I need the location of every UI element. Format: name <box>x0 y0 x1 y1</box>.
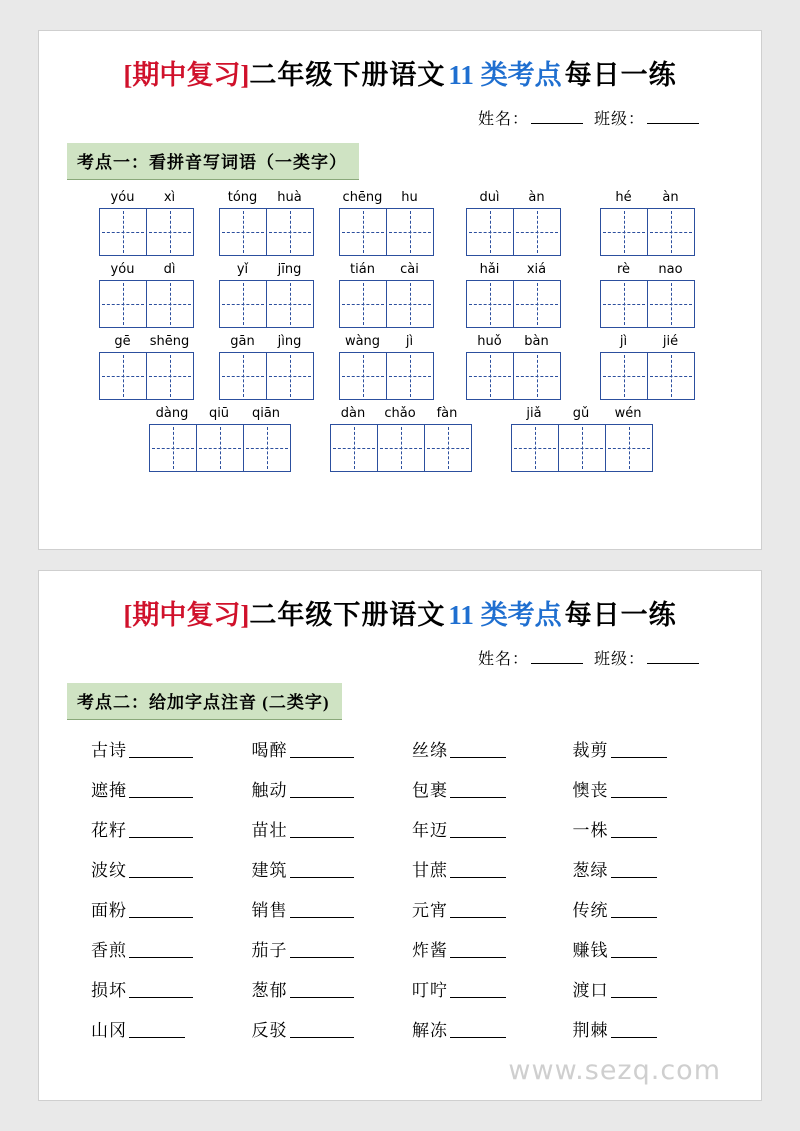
pinyin-row <box>69 334 731 400</box>
word-text: 懊丧 <box>572 781 609 800</box>
pinyin-labels <box>219 262 313 277</box>
answer-blank[interactable] <box>290 742 354 758</box>
word-text: 葱绿 <box>572 861 609 880</box>
class-label: 班级： <box>593 651 645 668</box>
section-heading-1: 考点一：看拼音写词语（一类字） <box>67 143 359 180</box>
section-heading-2: 考点二：给加字点注音 (二类字) <box>67 683 342 720</box>
page-title <box>39 571 761 632</box>
tianzige-boxes <box>149 424 290 472</box>
pinyin-labels <box>99 190 193 205</box>
tianzige-cell[interactable] <box>339 280 387 328</box>
word-item <box>412 816 567 841</box>
pinyin-syllable: àn <box>662 190 679 205</box>
answer-blank[interactable] <box>129 862 193 878</box>
pinyin-labels <box>466 262 560 277</box>
answer-blank[interactable] <box>290 782 354 798</box>
pinyin-labels <box>466 334 560 349</box>
tianzige-cell[interactable] <box>600 280 648 328</box>
pinyin-syllable: jì <box>405 334 414 349</box>
tianzige-cell[interactable] <box>386 280 434 328</box>
pinyin-labels <box>99 262 193 277</box>
title-part2: 每日一练 <box>564 600 677 630</box>
answer-blank[interactable] <box>450 942 506 958</box>
tianzige-boxes <box>219 208 313 256</box>
pinyin-syllable: xì <box>163 190 176 205</box>
class-blank[interactable] <box>647 649 699 664</box>
pinyin-labels <box>466 190 560 205</box>
word-text: 解冻 <box>412 1021 448 1040</box>
tianzige-boxes <box>466 280 560 328</box>
answer-blank[interactable] <box>450 862 506 878</box>
pinyin-group <box>330 406 471 472</box>
word-item <box>573 1016 728 1041</box>
word-item <box>252 776 407 801</box>
pinyin-labels <box>149 406 290 421</box>
pinyin-syllable: gē <box>114 334 131 349</box>
answer-blank[interactable] <box>129 982 193 998</box>
tianzige-cell[interactable] <box>339 352 387 400</box>
tianzige-boxes <box>330 424 471 472</box>
pinyin-syllable: qiū <box>208 406 230 421</box>
answer-blank[interactable] <box>611 1022 657 1038</box>
pinyin-syllable: dì <box>163 262 176 277</box>
tianzige-cell[interactable] <box>266 352 314 400</box>
name-blank[interactable] <box>531 649 583 664</box>
word-annotation-grid <box>39 736 761 1041</box>
pinyin-syllable: tóng <box>227 190 258 205</box>
title-part2: 每日一练 <box>564 60 677 90</box>
word-item <box>252 856 407 881</box>
title-part1: 二年级下册语文 <box>249 600 446 630</box>
pinyin-syllable: nao <box>658 262 683 277</box>
pinyin-syllable: jīng <box>277 262 302 277</box>
tianzige-cell[interactable] <box>513 352 561 400</box>
pinyin-row <box>69 190 731 256</box>
tianzige-cell[interactable] <box>146 208 194 256</box>
pinyin-group <box>219 190 313 256</box>
pinyin-group <box>466 334 560 400</box>
answer-blank[interactable] <box>290 822 354 838</box>
word-item <box>412 736 567 761</box>
word-text: 渡口 <box>572 981 609 1000</box>
pinyin-syllable: jìng <box>277 334 302 349</box>
pinyin-syllable: qiān <box>251 406 281 421</box>
word-text: 传统 <box>572 901 609 920</box>
word-item <box>91 936 246 961</box>
word-text: 香煎 <box>91 941 127 960</box>
word-item <box>252 1016 407 1041</box>
pinyin-syllable: jì <box>619 334 628 349</box>
pinyin-row <box>69 262 731 328</box>
word-text: 包裹 <box>412 781 448 800</box>
answer-blank[interactable] <box>611 902 657 918</box>
tianzige-boxes <box>99 208 193 256</box>
tianzige-boxes <box>339 208 433 256</box>
pinyin-group <box>219 334 313 400</box>
class-label: 班级： <box>593 111 645 128</box>
answer-blank[interactable] <box>129 942 193 958</box>
word-text: 丝绦 <box>412 741 448 760</box>
tianzige-boxes <box>466 208 560 256</box>
answer-blank[interactable] <box>129 742 193 758</box>
answer-blank[interactable] <box>129 902 193 918</box>
pinyin-group <box>339 190 433 256</box>
pinyin-group <box>511 406 652 472</box>
pinyin-group <box>99 262 193 328</box>
tianzige-cell[interactable] <box>149 424 197 472</box>
tianzige-boxes <box>600 352 694 400</box>
tianzige-boxes <box>600 280 694 328</box>
tianzige-cell[interactable] <box>330 424 378 472</box>
pinyin-syllable: rè <box>616 262 631 277</box>
pinyin-group <box>339 262 433 328</box>
title-bracket: [期中复习] <box>123 60 250 90</box>
word-text: 叮咛 <box>412 981 448 1000</box>
pinyin-syllable: dàng <box>155 406 189 421</box>
pinyin-labels <box>339 190 433 205</box>
tianzige-cell[interactable] <box>99 280 147 328</box>
answer-blank[interactable] <box>450 822 506 838</box>
pinyin-labels <box>600 334 694 349</box>
tianzige-boxes <box>466 352 560 400</box>
tianzige-cell[interactable] <box>600 208 648 256</box>
pinyin-syllable: xiá <box>526 262 547 277</box>
pinyin-row <box>69 406 731 472</box>
pinyin-group <box>219 262 313 328</box>
pinyin-syllable: dàn <box>340 406 366 421</box>
tianzige-cell[interactable] <box>466 352 514 400</box>
tianzige-cell[interactable] <box>466 208 514 256</box>
answer-blank[interactable] <box>290 942 354 958</box>
word-item <box>91 736 246 761</box>
tianzige-boxes <box>339 352 433 400</box>
word-item <box>252 976 407 1001</box>
title-part1: 二年级下册语文 <box>249 60 446 90</box>
tianzige-cell[interactable] <box>600 352 648 400</box>
pinyin-syllable: huà <box>277 190 302 205</box>
pinyin-syllable: cài <box>400 262 419 277</box>
pinyin-group <box>600 334 694 400</box>
word-text: 葱郁 <box>251 981 288 1000</box>
tianzige-cell[interactable] <box>146 280 194 328</box>
word-item <box>91 1016 246 1041</box>
pinyin-syllable: gǔ <box>572 406 590 421</box>
worksheet-page-1 <box>38 30 762 550</box>
tianzige-cell[interactable] <box>99 352 147 400</box>
pinyin-group <box>600 262 694 328</box>
answer-blank[interactable] <box>450 982 506 998</box>
pinyin-syllable: fàn <box>436 406 458 421</box>
word-text: 遮掩 <box>91 781 127 800</box>
word-text: 建筑 <box>251 861 288 880</box>
answer-blank[interactable] <box>450 902 506 918</box>
word-item <box>91 776 246 801</box>
pinyin-syllable: gān <box>230 334 255 349</box>
answer-blank[interactable] <box>290 902 354 918</box>
tianzige-cell[interactable] <box>266 280 314 328</box>
tianzige-cell[interactable] <box>243 424 291 472</box>
tianzige-cell[interactable] <box>196 424 244 472</box>
pinyin-group <box>466 190 560 256</box>
word-text: 年迈 <box>412 821 448 840</box>
pinyin-syllable: jié <box>662 334 679 349</box>
title-highlight: 11 类考点 <box>448 60 562 90</box>
tianzige-cell[interactable] <box>558 424 606 472</box>
tianzige-boxes <box>219 352 313 400</box>
answer-blank[interactable] <box>290 982 354 998</box>
worksheet-page-2 <box>38 570 762 1101</box>
word-item <box>91 896 246 921</box>
word-item <box>252 896 407 921</box>
word-item <box>412 976 567 1001</box>
pinyin-syllable: wàng <box>344 334 381 349</box>
name-label: 姓名： <box>477 651 529 668</box>
tianzige-cell[interactable] <box>511 424 559 472</box>
answer-blank[interactable] <box>290 1022 354 1038</box>
page-title <box>39 31 761 92</box>
word-text: 炸酱 <box>412 941 448 960</box>
tianzige-cell[interactable] <box>605 424 653 472</box>
pinyin-labels <box>339 334 433 349</box>
word-text: 反驳 <box>251 1021 288 1040</box>
answer-blank[interactable] <box>611 782 667 798</box>
word-item <box>91 976 246 1001</box>
tianzige-cell[interactable] <box>647 352 695 400</box>
word-text: 花籽 <box>91 821 127 840</box>
tianzige-boxes <box>99 352 193 400</box>
pinyin-labels <box>600 262 694 277</box>
title-highlight: 11 类考点 <box>448 600 562 630</box>
word-item <box>412 896 567 921</box>
tianzige-cell[interactable] <box>647 208 695 256</box>
word-item <box>573 936 728 961</box>
word-text: 古诗 <box>91 741 127 760</box>
tianzige-cell[interactable] <box>219 352 267 400</box>
word-item <box>91 816 246 841</box>
pinyin-exercise-area <box>39 190 761 472</box>
word-text: 苗壮 <box>251 821 288 840</box>
tianzige-cell[interactable] <box>219 208 267 256</box>
word-text: 面粉 <box>91 901 127 920</box>
answer-blank[interactable] <box>611 822 657 838</box>
word-text: 茄子 <box>251 941 288 960</box>
pinyin-syllable: chēng <box>342 190 383 205</box>
word-item <box>573 976 728 1001</box>
student-info-row <box>39 646 761 669</box>
word-item <box>252 736 407 761</box>
tianzige-cell[interactable] <box>219 280 267 328</box>
answer-blank[interactable] <box>450 742 506 758</box>
name-blank[interactable] <box>531 109 583 124</box>
pinyin-labels <box>339 262 433 277</box>
word-item <box>412 936 567 961</box>
pinyin-syllable: bàn <box>524 334 549 349</box>
tianzige-cell[interactable] <box>513 280 561 328</box>
pinyin-syllable: huǒ <box>477 334 502 349</box>
tianzige-cell[interactable] <box>339 208 387 256</box>
word-item <box>252 816 407 841</box>
student-info-row <box>39 106 761 129</box>
word-item <box>573 856 728 881</box>
word-item <box>573 816 728 841</box>
pinyin-labels <box>511 406 652 421</box>
pinyin-labels <box>219 190 313 205</box>
pinyin-syllable: yóu <box>110 262 135 277</box>
tianzige-boxes <box>99 280 193 328</box>
pinyin-syllable: duì <box>479 190 500 205</box>
class-blank[interactable] <box>647 109 699 124</box>
word-item <box>412 856 567 881</box>
pinyin-syllable: àn <box>528 190 545 205</box>
answer-blank[interactable] <box>129 1022 185 1038</box>
tianzige-cell[interactable] <box>99 208 147 256</box>
pinyin-group <box>99 190 193 256</box>
pinyin-labels <box>99 334 193 349</box>
tianzige-cell[interactable] <box>386 208 434 256</box>
word-text: 山冈 <box>91 1021 127 1040</box>
pinyin-syllable: yǐ <box>236 262 249 277</box>
word-text: 荆棘 <box>572 1021 609 1040</box>
word-text: 甘蔗 <box>412 861 448 880</box>
answer-blank[interactable] <box>611 742 667 758</box>
title-bracket: [期中复习] <box>123 600 250 630</box>
tianzige-boxes <box>219 280 313 328</box>
pinyin-syllable: wén <box>614 406 642 421</box>
word-text: 元宵 <box>412 901 448 920</box>
tianzige-cell[interactable] <box>466 280 514 328</box>
pinyin-syllable: hu <box>401 190 418 205</box>
tianzige-boxes <box>339 280 433 328</box>
answer-blank[interactable] <box>290 862 354 878</box>
watermark: www.sezq.com <box>508 1055 721 1086</box>
tianzige-cell[interactable] <box>266 208 314 256</box>
pinyin-group <box>339 334 433 400</box>
word-item <box>412 776 567 801</box>
pinyin-syllable: hǎi <box>479 262 500 277</box>
pinyin-labels <box>330 406 471 421</box>
pinyin-syllable: yóu <box>110 190 135 205</box>
tianzige-cell[interactable] <box>386 352 434 400</box>
word-text: 赚钱 <box>572 941 609 960</box>
answer-blank[interactable] <box>611 862 657 878</box>
word-text: 一株 <box>572 821 609 840</box>
answer-blank[interactable] <box>129 822 193 838</box>
word-item <box>412 1016 567 1041</box>
pinyin-group <box>149 406 290 472</box>
word-text: 喝醉 <box>251 741 288 760</box>
tianzige-boxes <box>511 424 652 472</box>
pinyin-group <box>600 190 694 256</box>
tianzige-boxes <box>600 208 694 256</box>
pinyin-syllable: jiǎ <box>526 406 542 421</box>
word-text: 触动 <box>251 781 288 800</box>
word-text: 裁剪 <box>572 741 609 760</box>
pinyin-syllable: tián <box>350 262 375 277</box>
word-text: 波纹 <box>91 861 127 880</box>
tianzige-cell[interactable] <box>647 280 695 328</box>
tianzige-cell[interactable] <box>424 424 472 472</box>
answer-blank[interactable] <box>450 782 506 798</box>
word-item <box>573 896 728 921</box>
tianzige-cell[interactable] <box>146 352 194 400</box>
pinyin-syllable: hé <box>615 190 632 205</box>
tianzige-cell[interactable] <box>513 208 561 256</box>
answer-blank[interactable] <box>611 982 657 998</box>
word-text: 损坏 <box>91 981 127 1000</box>
pinyin-labels <box>600 190 694 205</box>
tianzige-cell[interactable] <box>377 424 425 472</box>
word-item <box>91 856 246 881</box>
pinyin-syllable: shēng <box>149 334 190 349</box>
pinyin-group <box>99 334 193 400</box>
pinyin-group <box>466 262 560 328</box>
word-text: 销售 <box>251 901 288 920</box>
answer-blank[interactable] <box>611 942 657 958</box>
name-label: 姓名： <box>477 111 529 128</box>
word-item <box>573 776 728 801</box>
word-item <box>252 936 407 961</box>
pinyin-labels <box>219 334 313 349</box>
word-item <box>573 736 728 761</box>
answer-blank[interactable] <box>129 782 193 798</box>
pinyin-syllable: chǎo <box>384 406 416 421</box>
answer-blank[interactable] <box>450 1022 506 1038</box>
